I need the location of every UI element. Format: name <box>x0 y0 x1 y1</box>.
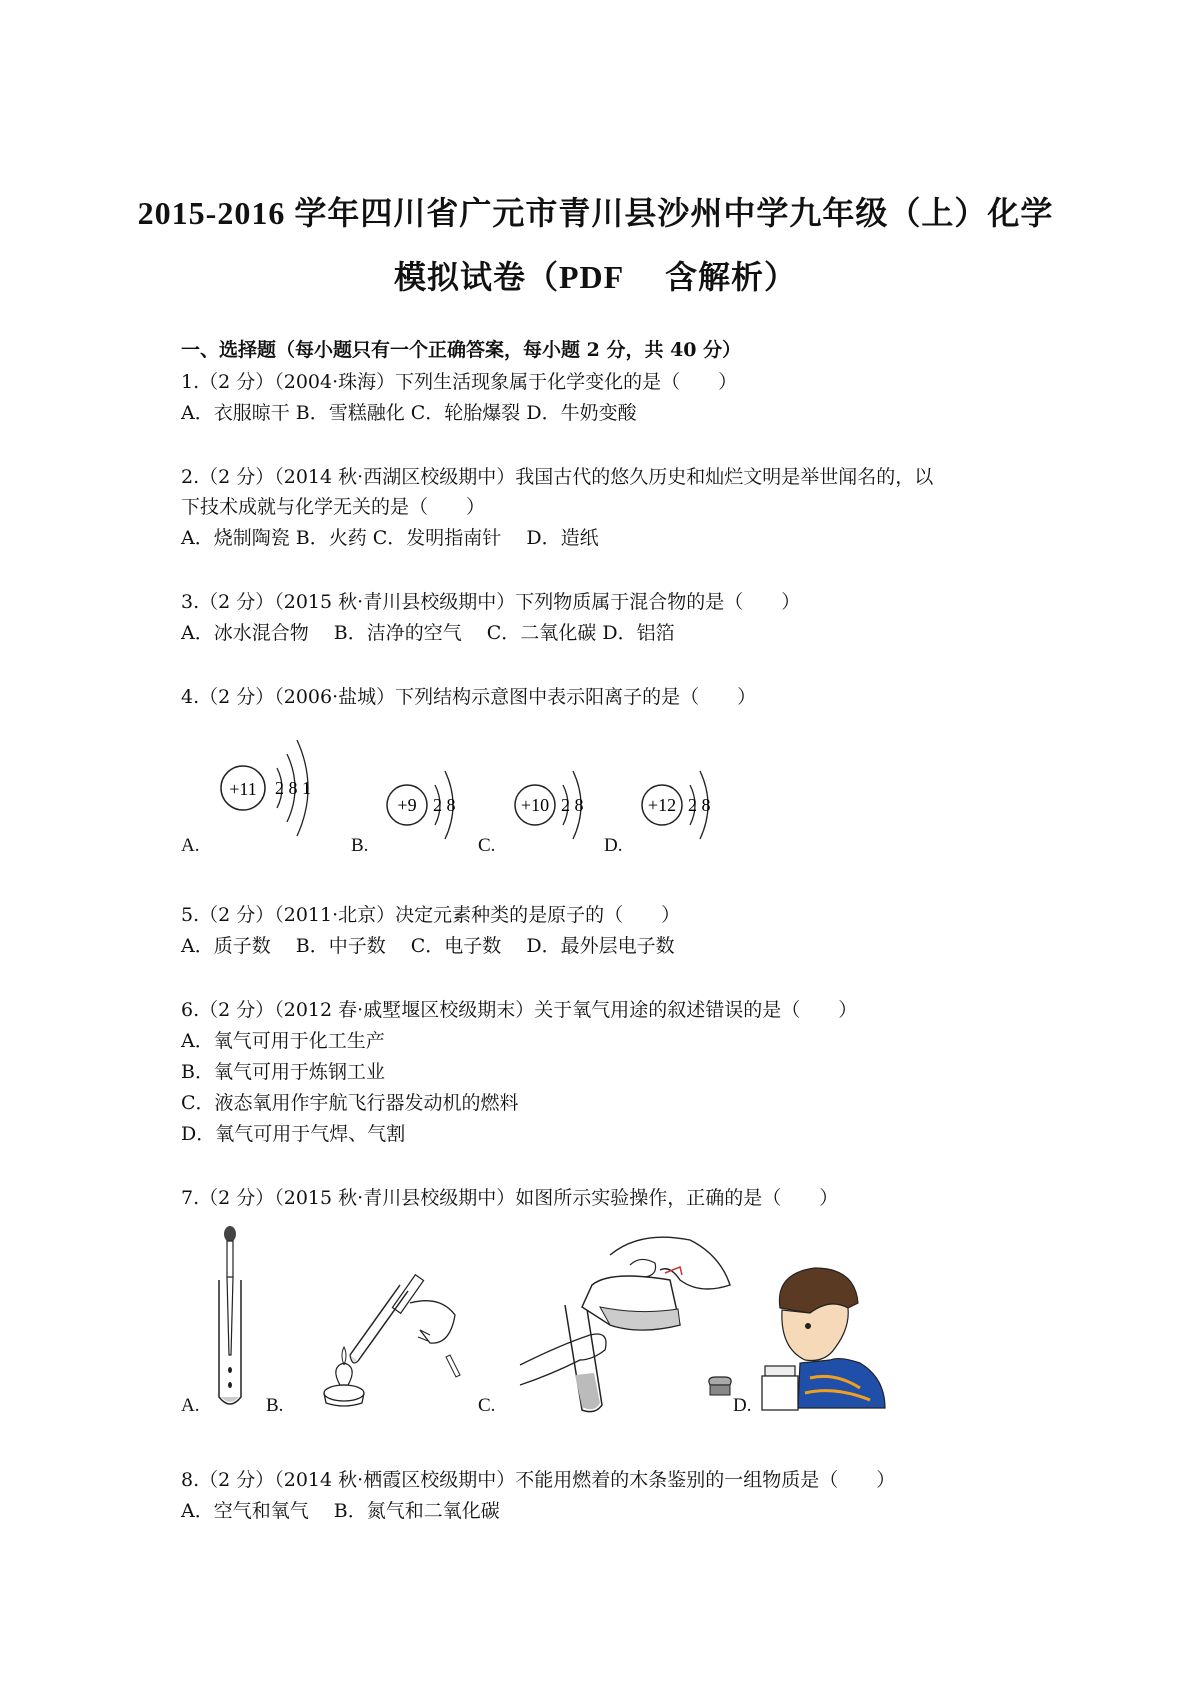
q4-label-a: A. <box>181 835 200 856</box>
q4-label-d: D. <box>604 835 623 856</box>
question-6-option-a: A．氧气可用于化工生产 <box>181 1030 385 1052</box>
question-2-stem: 2.（2 分）（2014 秋·西湖区校级期中）我国古代的悠久历史和灿烂文明是举世闻名的，以 <box>181 466 934 488</box>
question-5-options: A．质子数 B．中子数 C．电子数 D．最外层电子数 <box>181 935 675 957</box>
svg-text:2 8: 2 8 <box>433 795 456 815</box>
question-3-stem: 3.（2 分）（2015 秋·青川县校级期中）下列物质属于混合物的是（ ） <box>181 591 801 613</box>
question-6-stem: 6.（2 分）（2012 春·戚墅堰区校级期末）关于氧气用途的叙述错误的是（ ） <box>181 999 858 1021</box>
section-heading: 一、选择题（每小题只有一个正确答案，每小题 2 分，共 40 分） <box>181 339 742 361</box>
svg-text:+12: +12 <box>647 795 677 815</box>
q7-label-b: B. <box>266 1395 284 1416</box>
question-8-options: A．空气和氧气 B．氮气和二氧化碳 <box>181 1500 500 1522</box>
atom-diagram-c <box>513 745 608 845</box>
svg-text:2 8: 2 8 <box>688 795 711 815</box>
question-3-options: A．冰水混合物 B．洁净的空气 C．二氧化碳 D．铝箔 <box>181 622 675 644</box>
question-6-option-c: C．液态氧用作宇航飞行器发动机的燃料 <box>181 1092 519 1114</box>
question-1-options: A．衣服晾干 B．雪糕融化 C．轮胎爆裂 D．牛奶变酸 <box>181 402 637 424</box>
question-2-stem-continued: 下技术成就与化学无关的是（ ） <box>181 496 486 518</box>
q7-label-a: A. <box>181 1395 200 1416</box>
question-1-stem: 1.（2 分）（2004·珠海）下列生活现象属于化学变化的是（ ） <box>181 371 738 393</box>
question-6-option-d: D．氧气可用于气焊、气割 <box>181 1123 406 1145</box>
question-5-stem: 5.（2 分）（2011·北京）决定元素种类的是原子的（ ） <box>181 904 681 926</box>
document-title-line1: 2015-2016 学年四川省广元市青川县沙州中学九年级（上）化学 <box>137 195 1054 231</box>
atom-diagram-b <box>385 745 480 845</box>
document-title-line2: 模拟试卷（PDF 含解析） <box>393 259 798 295</box>
q4-label-c: C. <box>478 835 496 856</box>
q7-label-c: C. <box>478 1395 496 1416</box>
q7-label-d: D. <box>733 1395 752 1416</box>
svg-text:2 8 1: 2 8 1 <box>275 778 311 798</box>
question-7-stem: 7.（2 分）（2015 秋·青川县校级期中）如图所示实验操作，正确的是（ ） <box>181 1187 839 1209</box>
svg-text:+9: +9 <box>397 795 417 815</box>
question-6-option-b: B．氧气可用于炼钢工业 <box>181 1061 385 1083</box>
question-4-stem: 4.（2 分）（2006·盐城）下列结构示意图中表示阳离子的是（ ） <box>181 686 757 708</box>
q4-label-b: B. <box>351 835 369 856</box>
svg-text:2 8: 2 8 <box>561 795 584 815</box>
atom-diagram-a <box>215 720 330 855</box>
svg-text:+11: +11 <box>229 779 257 799</box>
smelling-gas-figure <box>760 1268 890 1413</box>
dropper-in-test-tube-figure <box>215 1225 250 1410</box>
atom-diagram-d <box>640 745 735 845</box>
question-2-options: A．烧制陶瓷 B．火药 C．发明指南针 D．造纸 <box>181 527 599 549</box>
question-8-stem: 8.（2 分）（2014 秋·栖霞区校级期中）不能用燃着的木条鉴别的一组物质是（ ） <box>181 1469 896 1491</box>
heating-test-tube-figure <box>310 1275 470 1410</box>
svg-text:+10: +10 <box>520 795 550 815</box>
pouring-liquid-figure <box>520 1225 740 1410</box>
